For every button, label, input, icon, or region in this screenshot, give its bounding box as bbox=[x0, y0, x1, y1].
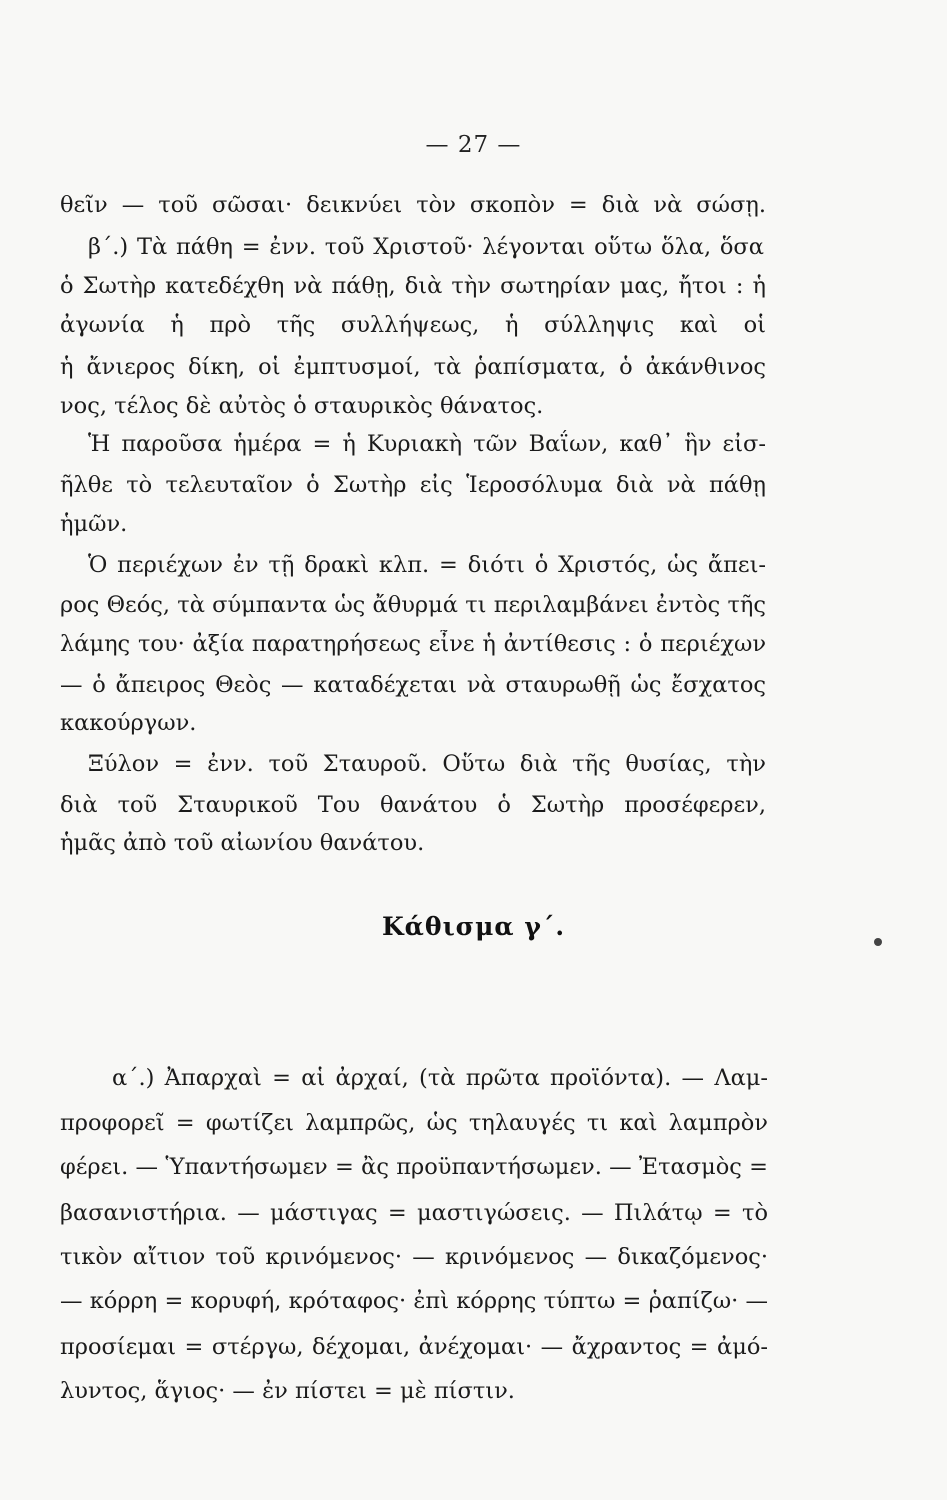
section-heading: Κάθισμα γ΄. bbox=[381, 912, 566, 941]
text-line: νος, τέλος δὲ αὐτὸς ὁ σταυρικὸς θάνατος. bbox=[60, 392, 544, 419]
text-line: ὁ Σωτὴρ κατεδέχθη νὰ πάθῃ, διὰ τὴν σωτηρίαν μας, ἤτοι : ἡ bbox=[60, 272, 766, 299]
text-line: ρος Θεός, τὰ σύμπαντα ὡς ἄθυρμά τι περιλαμβάνει ἐντὸς τῆς bbox=[60, 591, 766, 618]
text-line: προσίεμαι = στέργω, δέχομαι, ἀνέχομαι· — ἄχραντος = ἀμό- bbox=[60, 1334, 768, 1360]
ink-speck bbox=[874, 938, 882, 946]
text-line: λυντος, ἅγιος· — ἐν πίστει = μὲ πίστιν. bbox=[60, 1378, 515, 1404]
text-line: α΄.) Ἀπαρχαὶ = αἱ ἀρχαί, (τὰ πρῶτα προϊόντα). — Λαμ- bbox=[112, 1065, 768, 1091]
page-number: — 27 — bbox=[425, 132, 522, 158]
text-line: προφορεῖ = φωτίζει λαμπρῶς, ὡς τηλαυγές τι καὶ λαμπρὸν bbox=[60, 1110, 768, 1136]
text-line: λάμης του· ἀξία παρατηρήσεως εἶνε ἡ ἀντίθεσις : ὁ περιέχων bbox=[60, 631, 766, 658]
text-line: Ξύλον = ἐνν. τοῦ Σταυροῦ. Οὕτω διὰ τῆς θυσίας, τὴν bbox=[88, 751, 766, 778]
text-line: ἀγωνία ἡ πρὸ τῆς συλλήψεως, ἡ σύλληψις καὶ οἱ bbox=[60, 312, 766, 339]
text-line: Ἡ παροῦσα ἡμέρα = ἡ Κυριακὴ τῶν Βαΐων, καθ᾿ ἣν εἰσ- bbox=[88, 430, 766, 457]
text-line: τικὸν αἴτιον τοῦ κρινόμενος· — κρινόμενος — δικαζόμενος· bbox=[60, 1244, 768, 1270]
text-line: βασανιστήρια. — μάστιγας = μαστιγώσεις. — Πιλάτῳ = τὸ bbox=[60, 1200, 768, 1226]
text-line: φέρει. — Ὑπαντήσωμεν = ἂς προϋπαντήσωμεν. — Ἐτασμὸς = bbox=[60, 1154, 768, 1180]
text-line: ἡμᾶς ἀπὸ τοῦ αἰωνίου θανάτου. bbox=[60, 830, 425, 856]
text-line: Ὁ περιέχων ἐν τῇ δρακὶ κλπ. = διότι ὁ Χριστός, ὡς ἄπει- bbox=[88, 552, 766, 579]
text-line: ἡ ἄνιερος δίκη, οἱ ἐμπτυσμοί, τὰ ῥαπίσματα, ὁ ἀκάνθινος bbox=[60, 353, 766, 380]
text-line: β΄.) Τὰ πάθη = ἐνν. τοῦ Χριστοῦ· λέγονται οὕτω ὅλα, ὅσα bbox=[88, 233, 764, 260]
text-line: ῆλθε τὸ τελευταῖον ὁ Σωτὴρ εἰς Ἱεροσόλυμα διὰ νὰ πάθῃ bbox=[60, 471, 766, 498]
text-line: κακούργων. bbox=[60, 710, 197, 737]
text-line: διὰ τοῦ Σταυρικοῦ Του θανάτου ὁ Σωτὴρ προσέφερεν, bbox=[60, 792, 766, 819]
text-line: — ὁ ἄπειρος Θεὸς — καταδέχεται νὰ σταυρωθῇ ὡς ἔσχατος bbox=[60, 672, 766, 699]
text-line: — κόρρη = κορυφή, κρόταφος· ἐπὶ κόρρης τύπτω = ῥαπίζω· — bbox=[60, 1288, 768, 1314]
text-line: ἡμῶν. bbox=[60, 511, 128, 538]
text-line: θεῖν — τοῦ σῶσαι· δεικνύει τὸν σκοπὸν = διὰ νὰ σώσῃ. bbox=[60, 191, 766, 218]
